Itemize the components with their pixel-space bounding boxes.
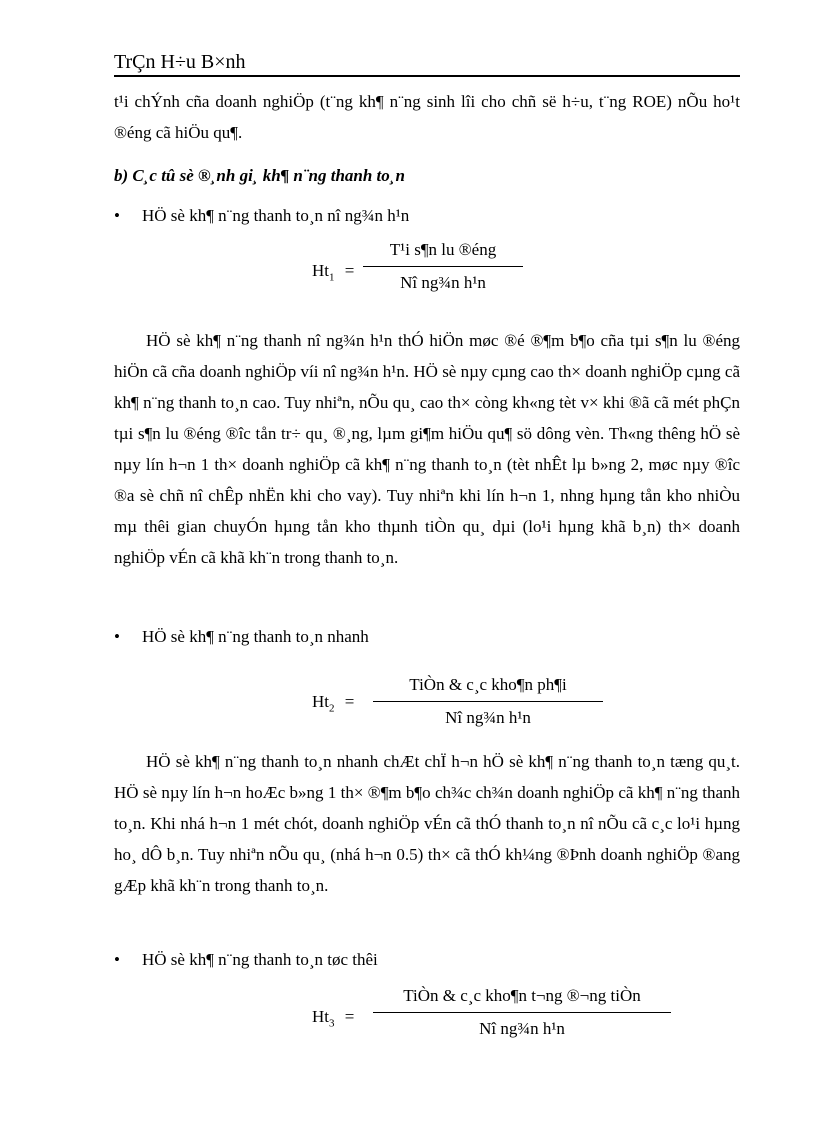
fraction-bar xyxy=(373,1012,671,1013)
fraction-bar xyxy=(363,266,523,267)
paragraph-1: HÖ sè kh¶ n¨ng thanh nî ng¾n h¹n thÓ hiÖn møc ®é ®¶m b¶o cña tµi s¶n lu ®éng hiÖn cã cña doanh nghiÖp víi nî ng¾n h¹n. HÖ sè nµy cµng cao th× doanh nghiÖp cµng cã kh¶ n¨ng thanh to¸n cao. Tuy nhiªn, nÕu qu¸ cao th× còng kh«ng tèt v× khi ®ã cã mét phÇn tµi s¶n lu ®éng ®îc tån tr÷ qu¸ ®¸ng, lµm gi¶m hiÖu qu¶ sö dông vèn. Th«ng thêng hÖ sè nµy lín h¬n 1 th× doanh nghiÖp cã kh¶ n¨ng thanh to¸n (tèt nhÊt lµ b»ng 2, møc nµy ®îc ®a sè chñ nî chÊp nhËn khi cho vay). Tuy nhiªn khi lín h¬n 1, nhng hµng tån kho nhiÒu mµ thêi gian chuyÓn hµng tån kho thµnh tiÒn qu¸ dµi (lo¹i hµng khã b¸n) th× doanh nghiÖp vÉn cã khã kh¨n trong thanh to¸n. xyxy=(114,331,740,567)
formula-lhs: $Ht_1$ = xyxy=(312,261,355,284)
bullet-label: HÖ sè kh¶ n¨ng thanh to¸n tøc thêi xyxy=(142,950,378,969)
bullet-icon: • xyxy=(114,950,120,969)
formula-fraction xyxy=(373,675,603,728)
formula-fraction xyxy=(363,240,523,293)
formula-denominator: Nî ng¾n h¹n xyxy=(445,708,531,727)
formula-numerator: T¹i s¶n lu ®éng xyxy=(389,240,497,259)
paragraph-2: HÖ sè kh¶ n¨ng thanh to¸n nhanh chÆt chÏ h¬n hÖ sè kh¶ n¨ng thanh to¸n tæng qu¸t. HÖ sè nµy lín h¬n hoÆc b»ng 1 th× ®¶m b¶o ch¾c ch¾n doanh nghiÖp cã kh¶ n¨ng thanh to¸n. Khi nhá h¬n 1 mét chót, doanh nghiÖp vÉn cã thÓ thanh to¸n nî nÕu cã c¸c lo¹i hµng ho¸ dÔ b¸n. Tuy nhiªn nÕu qu¸ (nhá h¬n 0.5) th× cã thÓ kh¼ng ®Þnh doanh nghiÖp ®ang gÆp khã kh¨n trong thanh to¸n. xyxy=(114,752,740,895)
formula-1 xyxy=(0,240,816,310)
page-header xyxy=(114,50,740,77)
formula-denominator: Nî ng¾n h¹n xyxy=(400,273,486,292)
header-title: TrÇn H÷u B×nh xyxy=(114,51,246,73)
intro-paragraph: t¹i chÝnh cña doanh nghiÖp (t¨ng kh¶ n¨ng sinh lîi cho chñ së h÷u, t¨ng ROE) nÕu ho¹t ®éng cã hiÖu qu¶. xyxy=(114,92,740,142)
bullet-label: HÖ sè kh¶ n¨ng thanh to¸n nî ng¾n h¹n xyxy=(142,206,410,225)
fraction-bar xyxy=(373,701,603,702)
formula-3 xyxy=(0,986,816,1056)
bullet-icon: • xyxy=(114,627,120,646)
formula-numerator: TiÒn & c¸c kho¶n ph¶i xyxy=(409,675,567,694)
formula-lhs: $Ht_2$ = xyxy=(312,692,355,715)
section-heading: b) C¸c tû sè ®¸nh gi¸ kh¶ n¨ng thanh to¸n xyxy=(114,166,405,185)
bullet-label: HÖ sè kh¶ n¨ng thanh to¸n nhanh xyxy=(142,627,369,646)
bullet-icon: • xyxy=(114,206,120,225)
formula-lhs: $Ht_3$ = xyxy=(312,1007,355,1030)
formula-fraction xyxy=(373,986,671,1039)
formula-denominator: Nî ng¾n h¹n xyxy=(479,1019,565,1038)
formula-2 xyxy=(0,675,816,745)
bullet-item-2 xyxy=(114,627,369,647)
formula-numerator: TiÒn & c¸c kho¶n t¬ng ®¬ng tiÒn xyxy=(403,986,641,1005)
bullet-item-3 xyxy=(114,950,378,970)
bullet-item-1 xyxy=(114,206,409,226)
